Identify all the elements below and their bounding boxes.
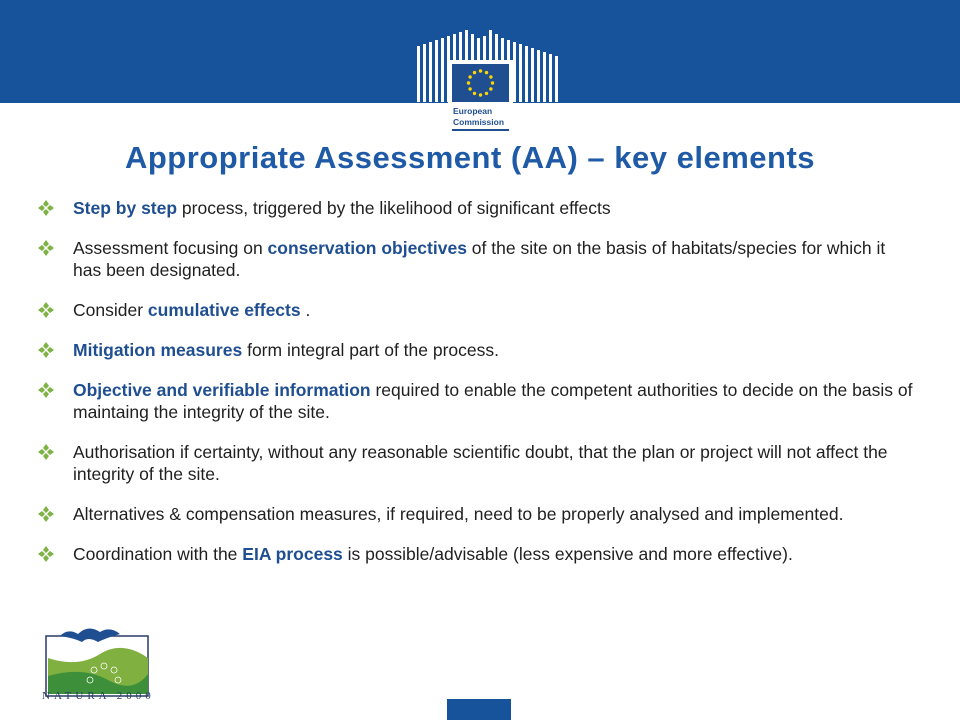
bullet-list [35,197,915,565]
natura-2000-label: NATURA 2000 [42,690,155,702]
svg-text:Commission: Commission [453,117,505,127]
bullet-item [35,339,915,361]
bullet-text: Alternatives & compensation measures, if required, need to be properly analysed and implemented. [73,504,844,524]
four-petal-diamond-icon [36,442,56,462]
bullet-text: process, triggered by the likelihood of significant effects [177,198,611,218]
four-petal-diamond-icon [36,504,56,524]
four-petal-diamond-icon [36,544,56,564]
bullet-emphasis: Objective and verifiable information [73,380,371,400]
bullet-emphasis: EIA process [242,544,343,564]
four-petal-diamond-icon [36,198,56,218]
bullet-text: is possible/advisable (less expensive and more effective). [342,544,793,564]
european-commission-logo [415,30,565,136]
bullet-text: Consider [73,300,148,320]
bullet-text: form integral part of the process. [242,340,500,360]
bullet-item [35,503,915,525]
svg-text:European: European [453,106,493,116]
bullet-text: required to enable the competent authorities to decide on the basis of maintaing the integrity of the site. [73,380,913,422]
bullet-text: . [300,300,311,320]
bullet-text: Authorisation if certainty, without any reasonable scientific doubt, that the plan or project will not affect the integrity of the site. [73,442,888,484]
bullet-text: of the site on the basis of habitats/species for which it has been designated. [73,238,886,280]
footer-tab [447,699,511,720]
bullet-item [35,543,915,565]
bullet-text: Coordination with the [73,544,243,564]
bullet-text: Assessment focusing on [73,238,268,258]
four-petal-diamond-icon [36,300,56,320]
bullet-item [35,441,915,485]
bullet-emphasis: Mitigation measures [73,340,243,360]
bullet-emphasis: conservation objectives [267,238,467,258]
page-title: Appropriate Assessment (AA) – key elements [124,140,816,175]
bullet-item [35,379,915,423]
natura-2000-logo [38,618,158,718]
four-petal-diamond-icon [36,380,56,400]
four-petal-diamond-icon [36,238,56,258]
bullet-item [35,237,915,281]
bullet-item [35,299,915,321]
bullet-emphasis: Step by step [73,198,178,218]
bullet-item [35,197,915,219]
four-petal-diamond-icon [36,340,56,360]
bullet-emphasis: cumulative effects [147,300,301,320]
